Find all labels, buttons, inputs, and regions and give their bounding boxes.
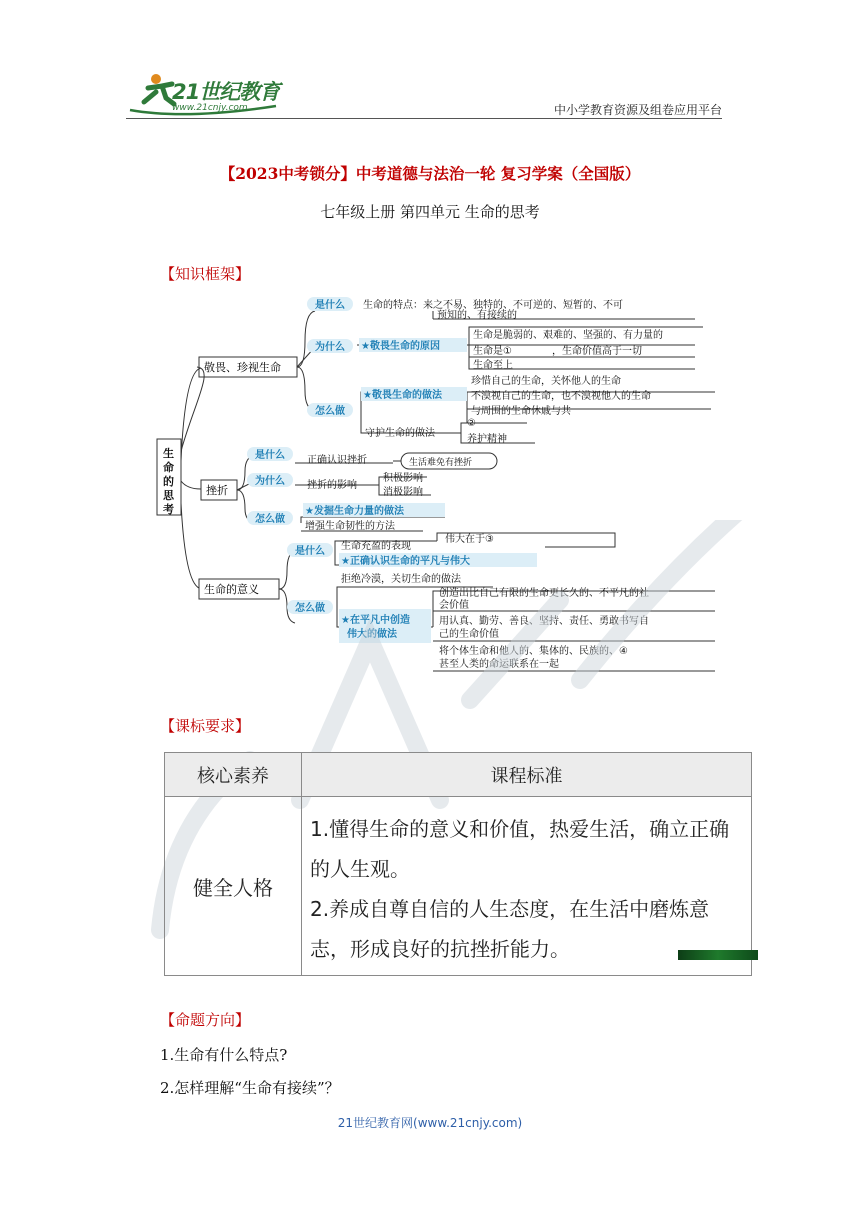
branch-revere-life: 敬畏、珍视生命	[204, 361, 281, 374]
platform-tagline: 中小学教育资源及组卷应用平台	[553, 103, 722, 117]
root-char-1: 生	[163, 447, 174, 460]
tag-b2-what: 是什么	[255, 450, 285, 461]
tag-b3-what: 是什么	[295, 546, 325, 557]
b1-how-w1: 珍惜自己的生命，关怀他人的生命	[471, 376, 621, 387]
b1-why-r1: 生命是脆弱的、艰难的、坚强的、有力量的	[473, 330, 663, 341]
b1-guard-1: ②	[467, 418, 476, 429]
tag-b1-how: 怎么做	[315, 406, 345, 417]
decorative-bar	[678, 950, 758, 960]
b1-why-r3: 生命至上	[473, 360, 513, 371]
branch-setback: 挫折	[206, 484, 228, 497]
header-core-literacy: 核心素养	[165, 753, 302, 797]
question-1: 1.生命有什么特点?	[160, 1046, 288, 1064]
b2-why-text: 挫折的影响	[307, 480, 357, 491]
b3-what-box: 伟大在于③	[445, 534, 494, 545]
logo-url: www.21cnjy.com	[172, 103, 248, 113]
standard-cell	[302, 797, 752, 976]
b3-g2a: 用认真、勤劳、善良、坚持、责任、勇敢书写自	[439, 616, 649, 627]
tag-b1-why: 为什么	[315, 342, 345, 353]
standard-item-1: 1.懂得生命的意义和价值，热爱生活，确立正确的人生观。	[310, 817, 730, 881]
page-footer: 21世纪教育网(www.21cnjy.com)	[337, 1116, 523, 1130]
b3-what-1: 生命充盈的表现	[341, 541, 411, 552]
b3-g3a: 将个体生命和他人的、集体的、民族的、④	[439, 646, 628, 657]
tag-b3-how: 怎么做	[295, 603, 325, 614]
branch-meaning: 生命的意义	[204, 583, 259, 596]
b2-how-2: 增强生命韧性的方法	[305, 521, 395, 532]
tag-b3-how-2b: 伟大的做法	[347, 629, 397, 640]
section-heading-framework: 【知识框架】	[160, 265, 251, 283]
core-literacy-cell: 健全人格	[165, 797, 302, 976]
b2-what-box: 生活难免有挫折	[409, 458, 473, 468]
question-2: 2.怎样理解“生命有接续”？	[160, 1079, 340, 1097]
b3-g3b: 甚至人类的命运联系在一起	[439, 659, 559, 670]
header-curriculum-standard: 课程标准	[302, 753, 752, 797]
root-char-4: 思	[163, 489, 174, 502]
table-row	[165, 797, 752, 976]
b1-why-r2: 生命是① ，生命价值高于一切	[473, 346, 642, 357]
b1-how-w3: 与周围的生命休戚与共	[471, 406, 571, 417]
b1-guard-2: 养护精神	[467, 434, 507, 445]
table-header-row	[165, 753, 752, 797]
tag-b3-what-2: ★正确认识生命的平凡与伟大	[341, 556, 470, 567]
curriculum-table	[164, 752, 752, 976]
b2-what-text: 正确认识挫折	[307, 455, 367, 466]
standard-item-2: 2.养成自尊自信的人生态度，在生活中磨炼意志，形成良好的抗挫折能力。	[310, 897, 710, 961]
document-title: 【2023中考锁分】中考道德与法治一轮 复习学案（全国版）	[219, 164, 641, 183]
root-char-2: 命	[163, 461, 174, 474]
b2-positive: 积极影响	[383, 473, 423, 484]
root-char-3: 的	[163, 475, 174, 488]
tag-b1-why-reason: ★敬畏生命的原因	[361, 341, 440, 352]
document-subtitle: 七年级上册 第四单元 生命的思考	[320, 203, 540, 221]
b3-g2b: 己的生命价值	[439, 629, 499, 640]
knowledge-mindmap	[155, 291, 715, 672]
tag-b3-how-2a: ★在平凡中创造	[341, 615, 410, 626]
b1-what-text-1: 生命的特点：来之不易、独特的、不可逆的、短暂的、不可	[363, 300, 623, 311]
root-char-5: 考	[163, 503, 174, 516]
b3-g1a: 创造出比自己有限的生命更长久的、不平凡的社	[439, 588, 649, 599]
b1-what-text-2: 预知的、有接续的	[437, 310, 517, 321]
section-heading-direction: 【命题方向】	[160, 1011, 251, 1029]
b3-g1b: 会价值	[439, 600, 469, 611]
b1-guard: 守护生命的做法	[365, 428, 435, 439]
tag-b1-how-way: ★敬畏生命的做法	[363, 390, 442, 401]
section-heading-curriculum: 【课标要求】	[160, 717, 251, 735]
tag-b2-how-1: ★发掘生命力量的做法	[305, 506, 404, 517]
tag-b2-why: 为什么	[255, 476, 285, 487]
tag-b2-how: 怎么做	[255, 514, 285, 525]
header-divider	[126, 118, 722, 119]
logo-wordmark: 21世纪教育	[172, 80, 280, 104]
b3-how-1: 拒绝冷漠，关切生命的做法	[341, 574, 461, 585]
b1-how-w2: 不漠视自己的生命，也不漠视他人的生命	[471, 391, 651, 402]
tag-b1-what: 是什么	[315, 300, 345, 311]
b2-negative: 消极影响	[383, 487, 423, 498]
